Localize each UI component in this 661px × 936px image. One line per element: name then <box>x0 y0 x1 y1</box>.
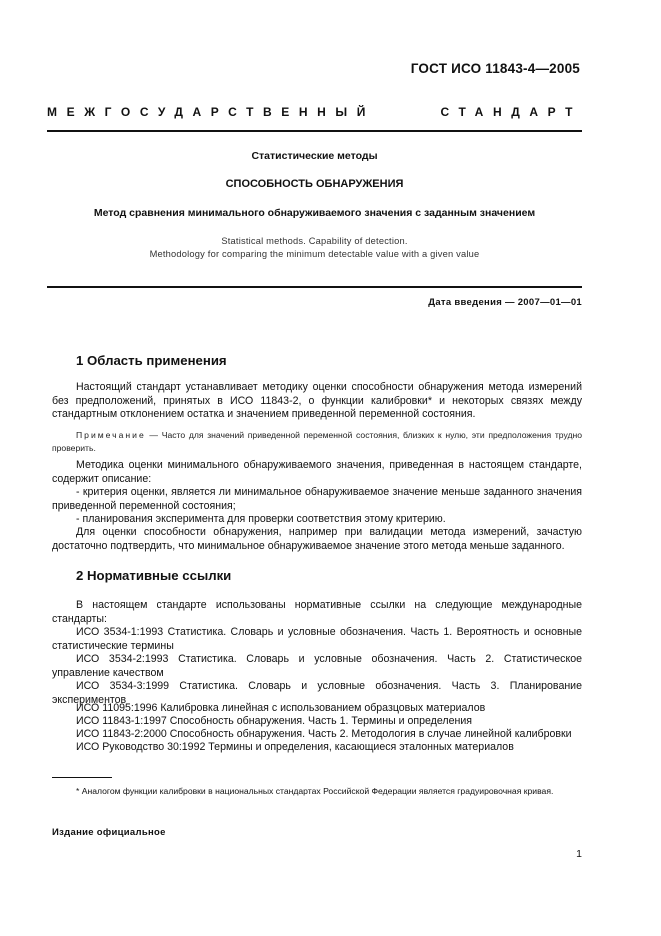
title-divider <box>47 286 582 288</box>
banner-word-1: МЕЖГОСУДАРСТВЕННЫЙ <box>47 105 375 119</box>
interstate-standard-banner <box>47 105 582 119</box>
reference-item: ИСО Руководство 30:1992 Термины и определения, касающиеся эталонных материалов <box>76 741 514 753</box>
reference-item: ИСО 3534-2:1993 Статистика. Словарь и условные обозначения. Часть 2. Статистическое управление качеством <box>52 653 582 679</box>
footnote-separator <box>52 777 112 778</box>
footnote: * Аналогом функции калибровки в национальных стандартах Российской Федерации является градуировочная кривая. <box>76 786 554 796</box>
title-line-1: Статистические методы <box>251 150 378 162</box>
gost-code: ГОСТ ИСО 11843-4—2005 <box>410 61 580 76</box>
reference-item: ИСО 11843-1:1997 Способность обнаружения. Часть 1. Термины и определения <box>76 715 472 727</box>
introduction-date: Дата введения — 2007—01—01 <box>428 297 582 308</box>
note-text: — Часто для значений приведенной переменной состояния, близких к нулю, эти предположения трудно проверить. <box>52 430 582 453</box>
section-1-paragraph-2: Методика оценки минимального обнаруживаемого значения, приведенная в настоящем стандарте, содержит описание: <box>52 459 582 485</box>
page-number: 1 <box>576 848 582 860</box>
reference-item: ИСО 11095:1996 Калибровка линейная с использованием образцовых материалов <box>76 702 486 714</box>
section-1-bullet-1: - критерия оценки, является ли минимальное обнаруживаемое значение меньше заданного значения приведенной переменной состояния; <box>52 486 582 512</box>
top-divider <box>47 130 582 132</box>
section-1-paragraph-1: Настоящий стандарт устанавливает методику оценки способности обнаружения метода измерений без предположений, принятых в ИСО 11843-2, о функции калибровки* и некоторых связях между стандартным отклонением остатка и значением приведенной переменной состояния. <box>52 381 582 421</box>
section-1-note <box>52 429 582 454</box>
reference-item: ИСО 3534-3:1999 Статистика. Словарь и условные обозначения. Часть 3. Планирование экспериментов <box>52 680 582 706</box>
section-2-intro: В настоящем стандарте использованы нормативные ссылки на следующие международные стандарты: <box>52 599 582 625</box>
reference-item: ИСО 11843-2:2000 Способность обнаружения. Часть 2. Методология в случае линейной калибровки <box>76 728 572 740</box>
english-title-2: Methodology for comparing the minimum detectable value with a given value <box>149 249 480 259</box>
title-line-2: СПОСОБНОСТЬ ОБНАРУЖЕНИЯ <box>225 178 404 190</box>
section-2-heading: 2 Нормативные ссылки <box>76 568 232 583</box>
reference-item: ИСО 3534-1:1993 Статистика. Словарь и условные обозначения. Часть 1. Вероятность и основные статистические термины <box>52 626 582 652</box>
english-title-1: Statistical methods. Capability of detection. <box>221 236 408 246</box>
banner-word-2: СТАНДАРТ <box>440 105 582 119</box>
note-label: Примечание <box>76 430 146 440</box>
section-1-paragraph-3: Для оценки способности обнаружения, например при валидации метода измерений, зачастую достаточно подтвердить, что минимальное обнаруживаемое значение этого метода меньше заданного. <box>52 526 582 552</box>
section-1-bullet-2: - планирования эксперимента для проверки соответствия этому критерию. <box>76 513 446 525</box>
official-edition-label: Издание официальное <box>52 827 166 838</box>
section-1-heading: 1 Область применения <box>76 353 227 368</box>
title-line-3: Метод сравнения минимального обнаруживаемого значения с заданным значением <box>93 207 536 219</box>
